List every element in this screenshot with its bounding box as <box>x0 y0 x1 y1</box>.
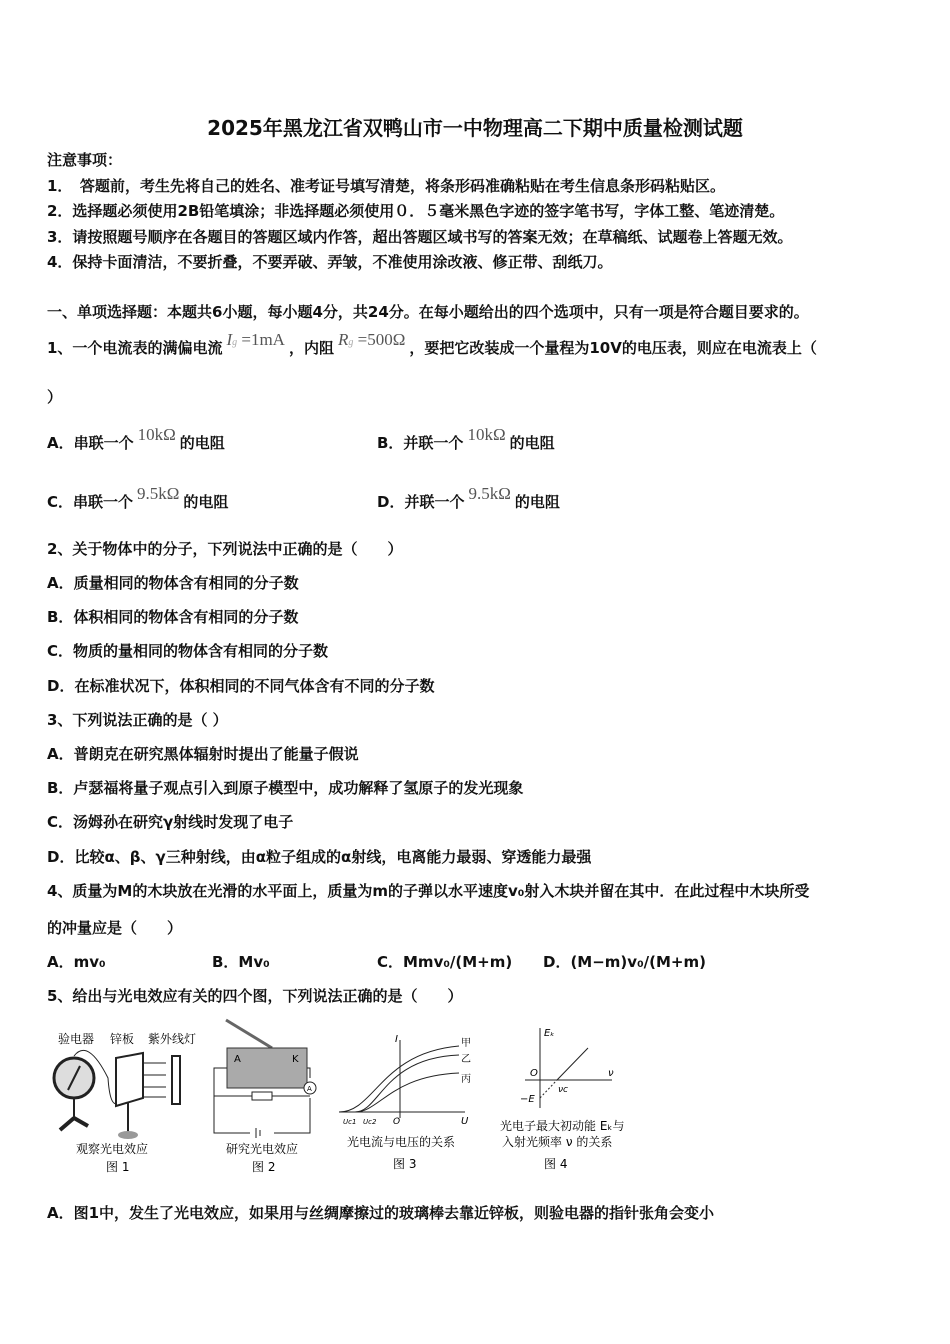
q1-option-d <box>377 484 560 512</box>
value: =1mA <box>241 330 285 349</box>
axis-label: Eₖ <box>544 1028 555 1039</box>
text: 的电阻 <box>179 434 225 452</box>
label: −E <box>520 1094 535 1105</box>
figure-4 <box>500 1018 635 1178</box>
q2-stem: 2、关于物体中的分子，下列说法中正确的是（ ） <box>47 540 403 558</box>
text: 1、一个电流表的满偏电流 <box>47 339 223 357</box>
label: C．串联一个 <box>47 493 134 511</box>
subscript: g <box>232 337 238 348</box>
label: 锌板 <box>110 1032 135 1046</box>
figure-number: 图 4 <box>544 1157 568 1171</box>
value: 9.5kΩ <box>468 484 511 503</box>
q3-option: B．卢瑟福将量子观点引入到原子模型中，成功解释了氢原子的发光现象 <box>47 779 524 797</box>
q4-option-d: D．(M−m)v₀/(M+m) <box>543 953 706 971</box>
curve-yi <box>355 1055 459 1112</box>
label: K <box>292 1054 299 1065</box>
label: B．并联一个 <box>377 434 464 452</box>
section-heading: 一、单项选择题：本题共6小题，每小题4分，共24分。在每小题给出的四个选项中，只有一项是符合题目要求的。 <box>47 303 809 321</box>
label: Uc1 <box>343 1118 357 1126</box>
label: A <box>234 1054 241 1065</box>
q3-stem: 3、下列说法正确的是（ ） <box>47 711 228 729</box>
caption: 研究光电效应 <box>226 1142 299 1156</box>
text: 的电阻 <box>514 493 560 511</box>
figure-2 <box>212 1018 322 1178</box>
rheostat <box>252 1092 272 1100</box>
value: 10kΩ <box>137 425 176 444</box>
caption: 入射光频率 ν 的关系 <box>502 1135 613 1149</box>
q3-option: D．比较α、β、γ三种射线，由α粒子组成的α射线，电离能力最弱、穿透能力最强 <box>47 848 592 866</box>
page-title: 2025年黑龙江省双鸭山市一中物理高二下期中质量检测试题 <box>207 116 743 140</box>
note-item: 4．保持卡面清洁，不要折叠，不要弄破、弄皱，不准使用涂改液、修正带、刮纸刀。 <box>47 253 613 271</box>
caption: 观察光电效应 <box>76 1142 149 1156</box>
label: 丙 <box>461 1074 471 1085</box>
label: 甲 <box>461 1038 471 1049</box>
q2-option: C．物质的量相同的物体含有相同的分子数 <box>47 642 329 660</box>
value: =500Ω <box>357 330 406 349</box>
text: ，内阻 <box>288 339 334 357</box>
notes-heading: 注意事项： <box>47 151 123 169</box>
text: 的电阻 <box>183 493 229 511</box>
label: νc <box>558 1085 568 1095</box>
axis-label: I <box>395 1034 398 1045</box>
axis-label: ν <box>608 1068 614 1079</box>
q1-option-b <box>377 425 555 453</box>
label: 验电器 <box>58 1032 95 1046</box>
label: Uc2 <box>363 1118 377 1126</box>
note-item: 3．请按照题号顺序在各题目的答题区域内作答，超出答题区域书写的答案无效；在草稿纸、试题卷上答题无效。 <box>47 228 793 246</box>
figure-3 <box>335 1018 475 1178</box>
axis-label: U <box>461 1116 469 1127</box>
label: D．并联一个 <box>377 493 465 511</box>
figure-number: 图 3 <box>393 1157 417 1171</box>
origin-label: O <box>393 1117 401 1127</box>
uv-lamp-icon <box>172 1056 180 1104</box>
q4-option-b: B．Mv₀ <box>212 953 270 971</box>
q1-stem <box>47 330 817 361</box>
q4-option-c: C．Mmv₀/(M+m) <box>377 953 513 971</box>
value: 10kΩ <box>467 425 506 444</box>
q4-option-a: A．mv₀ <box>47 953 106 971</box>
value: 9.5kΩ <box>137 484 180 503</box>
zinc-plate <box>116 1053 143 1106</box>
curve-bing <box>355 1073 459 1112</box>
q3-option: C．汤姆孙在研究γ射线时发现了电子 <box>47 813 294 831</box>
q4-stem-cont: 的冲量应是（ ） <box>47 919 183 937</box>
text: ，要把它改装成一个量程为10V的电压表，则应在电流表上（ <box>409 339 817 357</box>
q1-option-c <box>47 484 229 512</box>
q5-stem: 5、给出与光电效应有关的四个图，下列说法正确的是（ ） <box>47 987 463 1005</box>
note-item: 2．选择题必须使用2B铅笔填涂；非选择题必须使用０．５毫米黑色字迹的签字笔书写，字体工整、笔迹清楚。 <box>47 202 785 220</box>
figure-1 <box>48 1018 208 1178</box>
q2-option: D．在标准状况下，体积相同的不同气体含有不同的分子数 <box>47 677 435 695</box>
formula-ig <box>226 330 285 349</box>
q2-option: A．质量相同的物体含有相同的分子数 <box>47 574 299 592</box>
label: 紫外线灯 <box>148 1032 197 1046</box>
symbol: R <box>337 330 349 349</box>
q4-stem: 4、质量为M的木块放在光滑的水平面上，质量为m的子弹以水平速度v₀射入木块并留在其中．在此过程中木块所受 <box>47 882 810 900</box>
label: A <box>307 1085 312 1093</box>
subscript: g <box>348 337 354 348</box>
curve-jia <box>339 1046 459 1112</box>
caption: 光电流与电压的关系 <box>347 1135 456 1149</box>
note-item: 1． 答题前，考生先将自己的姓名、准考证号填写清楚，将条形码准确粘贴在考生信息条形码粘贴区。 <box>47 177 725 195</box>
symbol: I <box>226 330 233 349</box>
q1-option-a <box>47 425 225 453</box>
formula-rg <box>338 330 405 349</box>
origin-label: O <box>530 1068 538 1079</box>
q5-option-a: A．图1中，发生了光电效应，如果用与丝绸摩擦过的玻璃棒去靠近锌板，则验电器的指针张角会变小 <box>47 1204 715 1222</box>
ek-line <box>557 1048 588 1080</box>
caption: 光电子最大初动能 Eₖ与 <box>500 1119 625 1133</box>
text: 的电阻 <box>509 434 555 452</box>
q2-option: B．体积相同的物体含有相同的分子数 <box>47 608 299 626</box>
q3-option: A．普朗克在研究黑体辐射时提出了能量子假说 <box>47 745 359 763</box>
figure-number: 图 1 <box>106 1160 130 1174</box>
label: 乙 <box>461 1054 471 1065</box>
figure-number: 图 2 <box>252 1160 276 1174</box>
q1-stem-end: ） <box>47 388 63 406</box>
label: A．串联一个 <box>47 434 134 452</box>
